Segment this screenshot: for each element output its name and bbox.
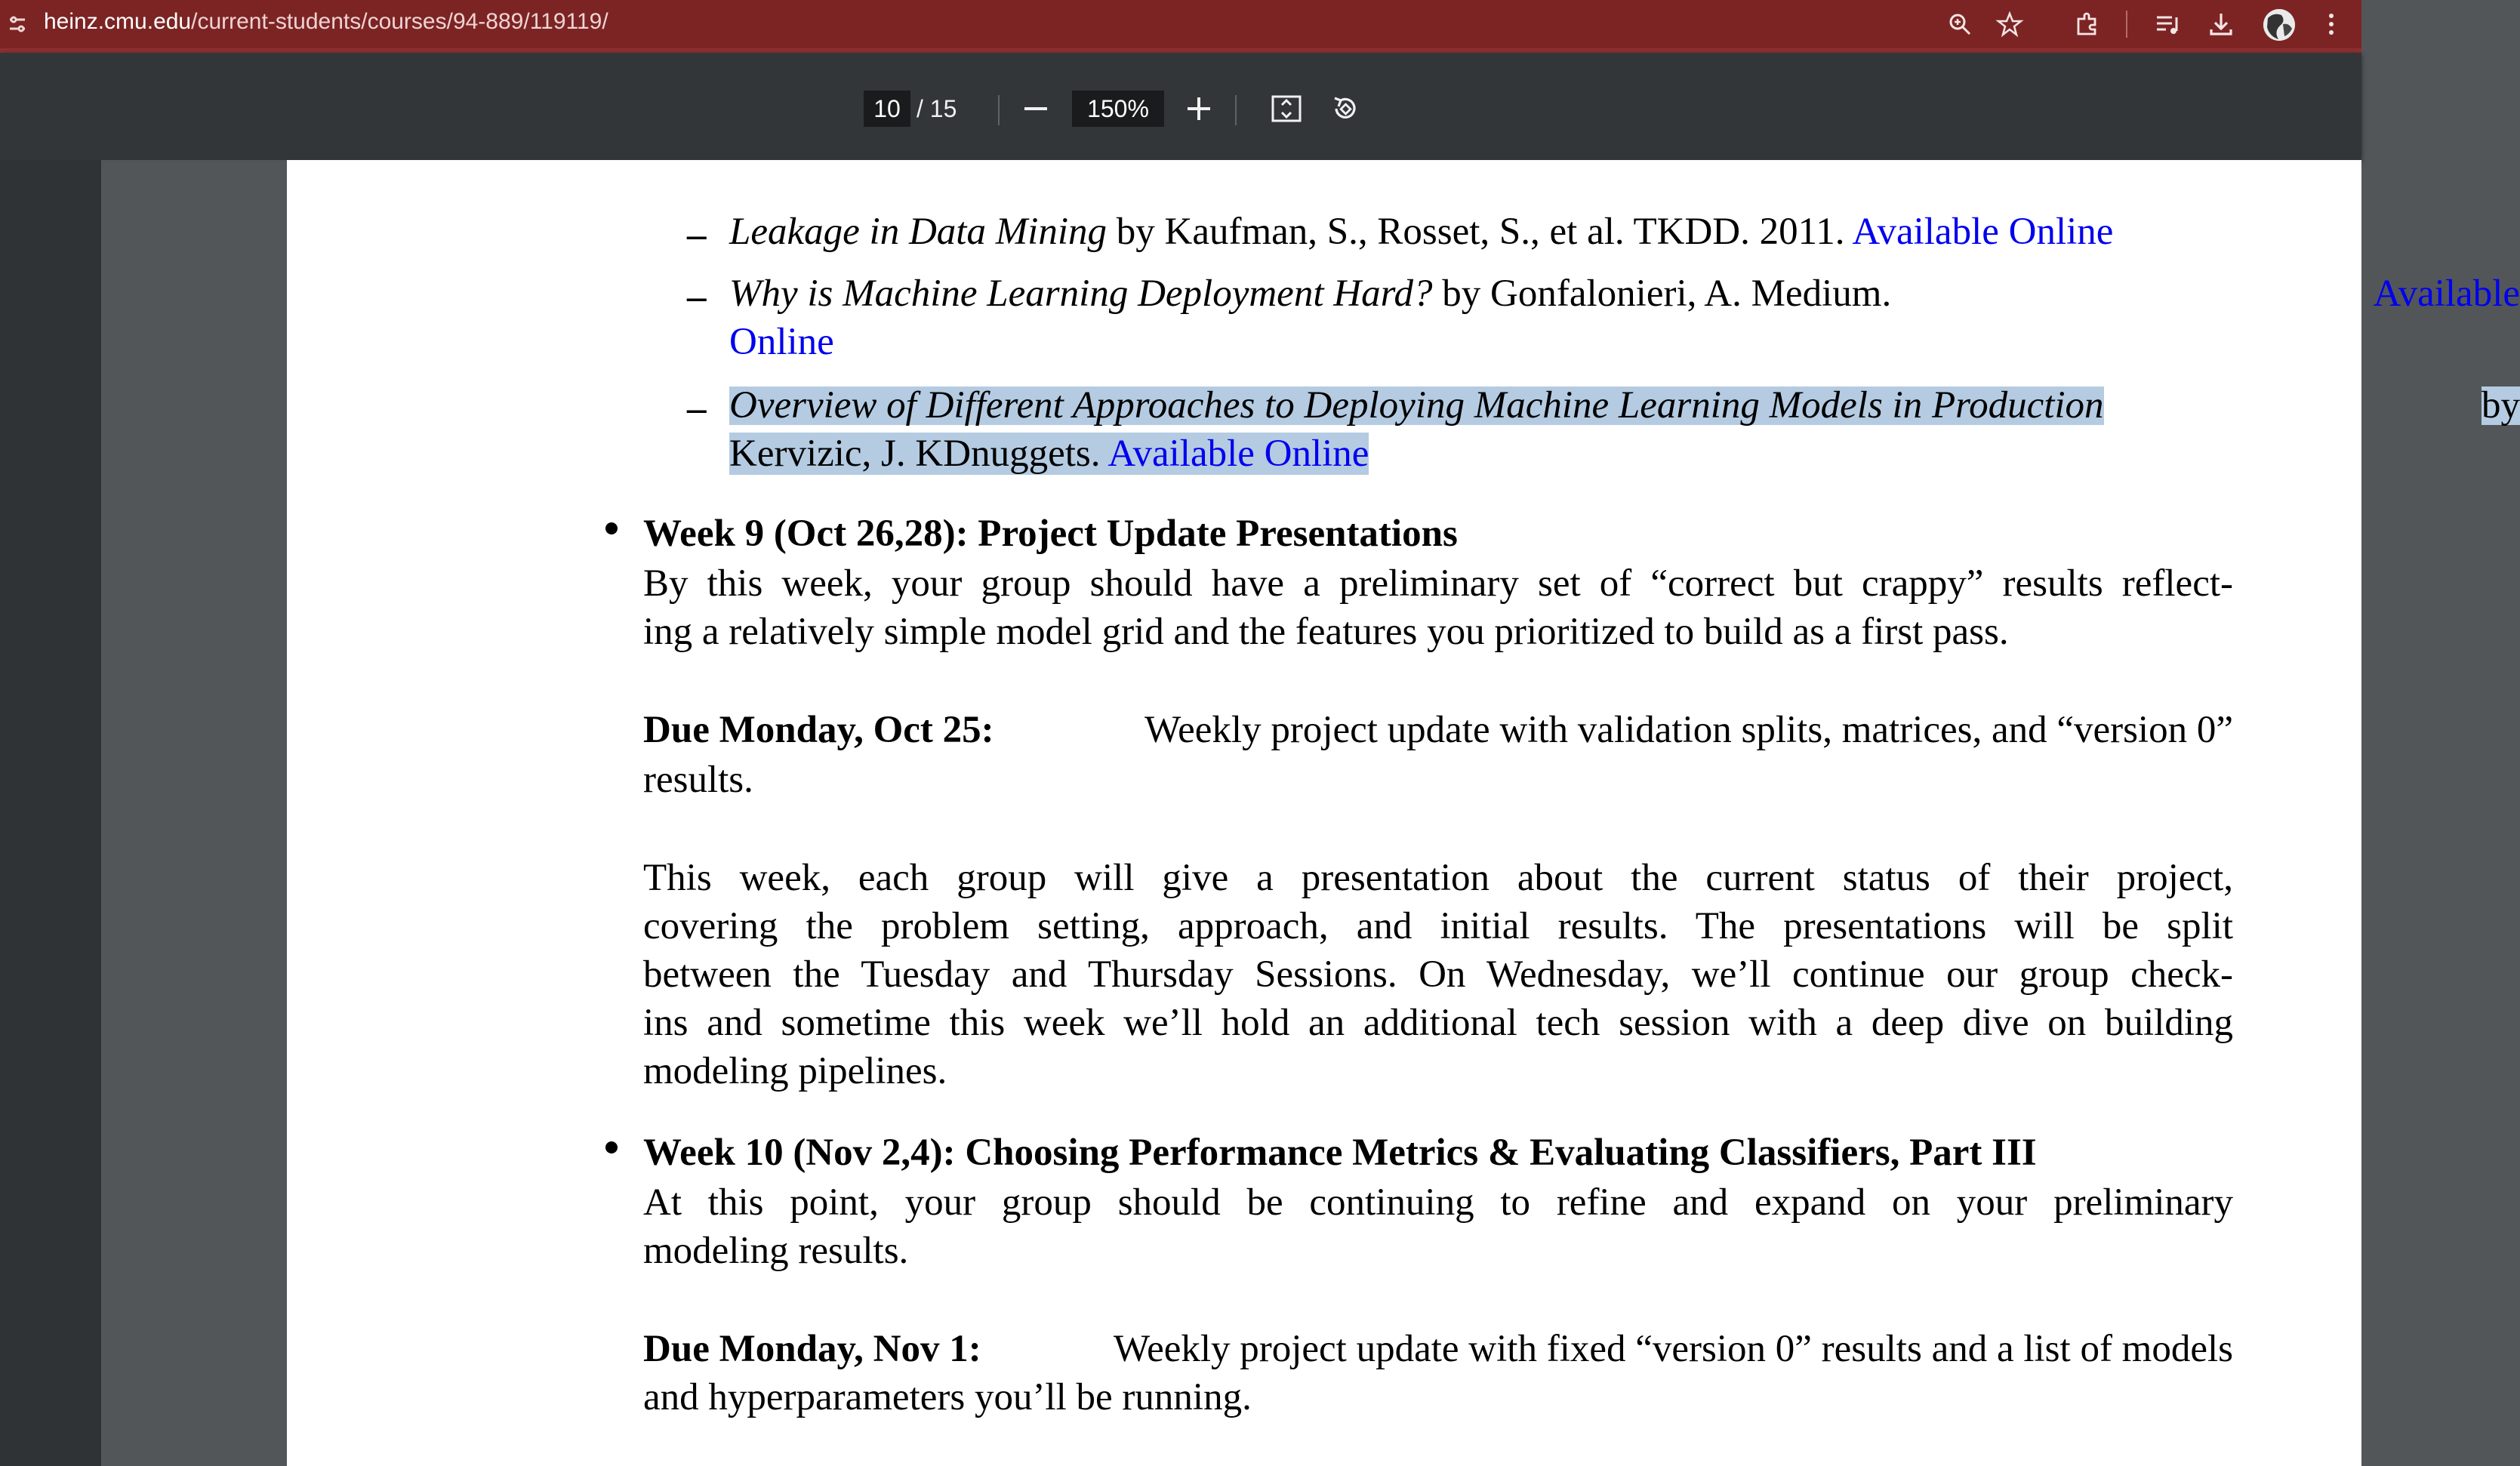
zoom-level-input[interactable]: 150% <box>1072 91 1164 127</box>
available-online-link[interactable]: Available <box>2373 273 2520 315</box>
reference-title: Overview of Different Approaches to Deploying Machine Learning Models in Production <box>729 384 2104 427</box>
url-path: /current-students/courses/94-889/119119/ <box>191 9 608 34</box>
list-dash: – <box>687 276 707 318</box>
zoom-in-button[interactable] <box>1181 91 1217 127</box>
week9-paragraph-line: By this week, your group should have a preliminary set of “correct but crappy” results reflect- <box>643 562 2233 605</box>
bookmark-star-icon[interactable] <box>1993 8 2026 41</box>
viewer-gutter <box>101 160 287 1466</box>
reference-text: by Kaufman, S., Rosset, S., et al. TKDD. 2011. <box>1107 211 1853 253</box>
site-settings-icon[interactable] <box>8 11 27 38</box>
pdf-toolbar <box>0 53 2361 160</box>
media-control-icon[interactable] <box>2152 8 2185 41</box>
fit-to-page-icon[interactable] <box>1268 91 1305 127</box>
more-menu-icon[interactable] <box>2315 8 2348 41</box>
week9-presentation-line: modeling pipelines. <box>643 1050 947 1092</box>
reference-item <box>729 213 2113 251</box>
week9-heading: Week 9 (Oct 26,28): Project Update Presentations <box>643 513 1458 555</box>
reference-text: Kervizic, J. KDnuggets. <box>729 433 1108 475</box>
profile-avatar[interactable] <box>2263 9 2295 41</box>
download-icon[interactable] <box>2204 8 2238 41</box>
due-label: Due Monday, Oct 25: <box>643 709 994 751</box>
due-text: Weekly project update with fixed “version 0” results and a list of models <box>1114 1328 2233 1370</box>
available-online-link-continued[interactable]: Online <box>729 321 834 363</box>
rotate-icon[interactable] <box>1327 91 1363 127</box>
url-text[interactable] <box>44 9 608 35</box>
toolbar-separator <box>2126 11 2127 38</box>
page-total: / 15 <box>917 95 957 122</box>
week9-presentation-line: covering the problem setting, approach, and initial results. The presentations will be split <box>643 905 2233 947</box>
available-online-link[interactable]: Available Online <box>1852 211 2114 253</box>
list-dash: – <box>687 214 707 256</box>
reference-title: Why is Machine Learning Deployment Hard? <box>729 273 1433 315</box>
zoom-out-button[interactable] <box>1018 91 1054 127</box>
browser-address-bar <box>0 0 2361 48</box>
reference-text: by Gonfalonieri, A. Medium. <box>1432 273 1892 315</box>
available-online-link[interactable]: Available Online <box>1108 433 1369 475</box>
week9-presentation-line: This week, each group will give a presentation about the current status of their project, <box>643 857 2233 899</box>
reference-item-selected <box>729 384 2520 427</box>
list-dash: – <box>687 387 707 430</box>
week9-presentation-line: ins and sometime this week we’ll hold an additional tech session with a deep dive on building <box>643 1002 2233 1044</box>
zoom-icon[interactable] <box>1943 8 1976 41</box>
week10-due <box>643 1330 2233 1369</box>
week9-due-continued: results. <box>643 759 753 801</box>
toolbar-divider <box>1235 95 1237 125</box>
reference-item <box>729 275 2520 313</box>
pdf-page <box>287 160 2520 1466</box>
reference-text: by <box>2481 384 2520 427</box>
toolbar-divider <box>998 95 1000 125</box>
week10-paragraph-line: modeling results. <box>643 1230 909 1272</box>
due-label: Due Monday, Nov 1: <box>643 1328 981 1370</box>
due-text: Weekly project update with validation splits, matrices, and “version 0” <box>1144 709 2233 751</box>
sidebar-panel <box>0 160 101 1466</box>
week10-paragraph-line: At this point, your group should be continuing to refine and expand on your preliminary <box>643 1181 2233 1224</box>
week9-paragraph-line: ing a relatively simple model grid and the features you prioritized to build as a first pass. <box>643 611 2009 653</box>
reference-title: Leakage in Data Mining <box>729 211 1108 253</box>
week9-due <box>643 711 2233 750</box>
bullet <box>605 522 618 534</box>
week10-due-continued: and hyperparameters you’ll be running. <box>643 1376 1252 1418</box>
week10-heading: Week 10 (Nov 2,4): Choosing Performance Metrics & Evaluating Classifiers, Part III <box>643 1132 2037 1174</box>
extensions-icon[interactable] <box>2070 8 2103 41</box>
url-host: heinz.cmu.edu <box>44 9 192 34</box>
week9-presentation-line: between the Tuesday and Thursday Sessions. On Wednesday, we’ll continue our group check- <box>643 953 2233 996</box>
reference-item-selected-line2 <box>729 435 1369 473</box>
page-number-input[interactable]: 10 <box>864 91 910 127</box>
bullet <box>605 1141 618 1153</box>
